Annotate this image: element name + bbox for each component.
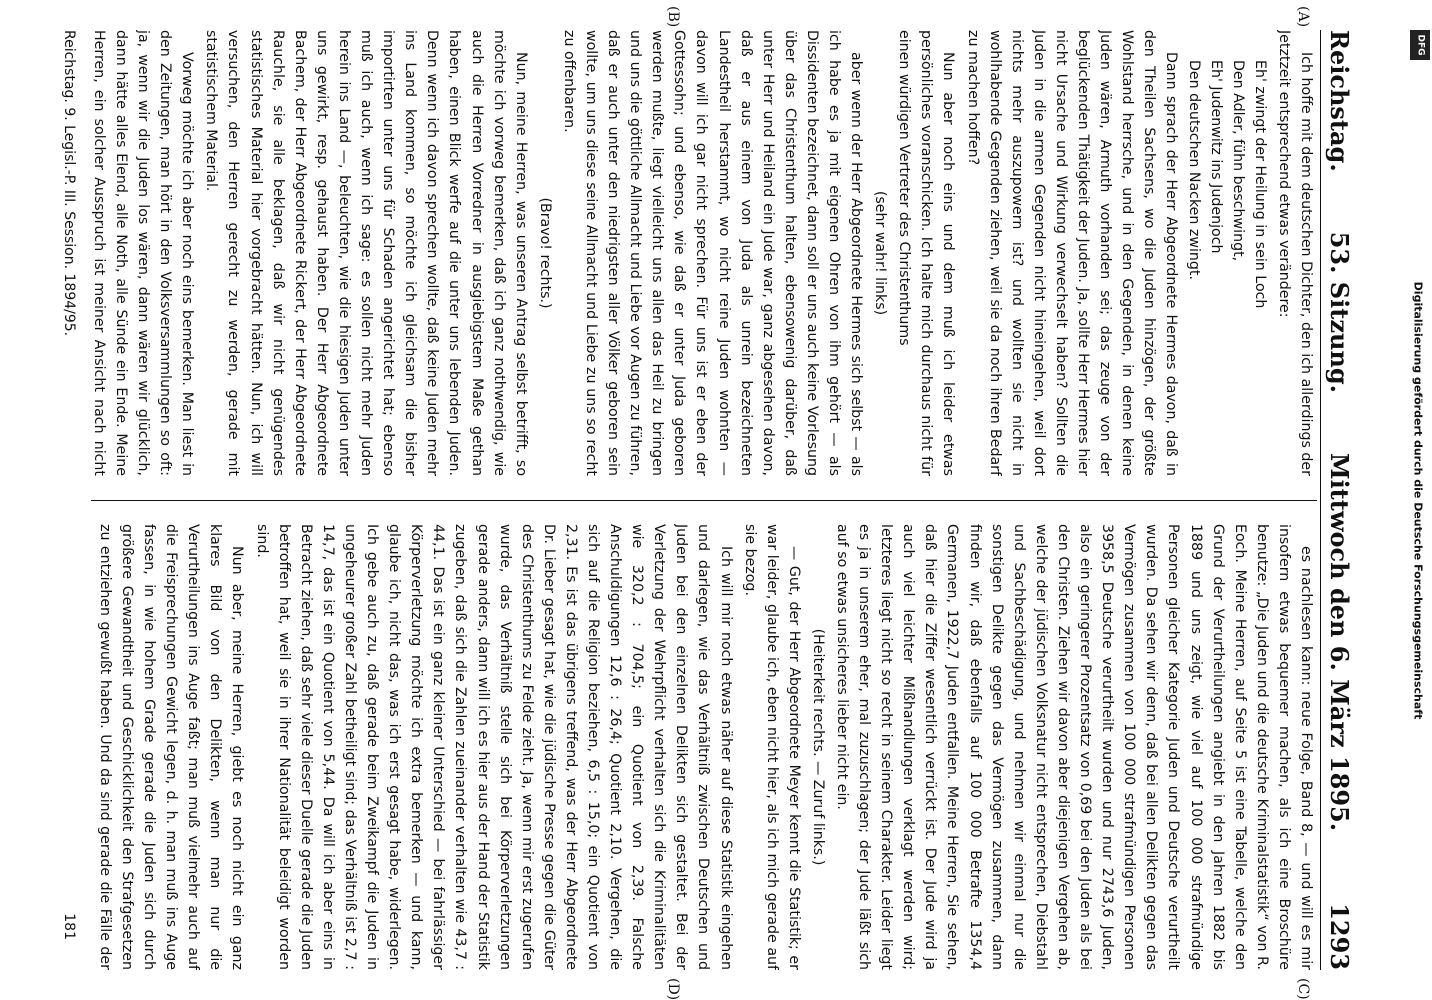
left-column [91,30,1317,476]
session-date: Mittwoch den 6. März 1895. [1325,453,1354,832]
digitization-credit [1403,0,1432,1000]
paragraph: Nun aber noch eins und dem muß ich leider etwas persönliches voranschicken. Ich halte mich durchaus nicht für einen würdigen Vertreter des Christenthums [896,30,957,476]
margin-marker-b: (B) [665,6,681,28]
paragraph: Ich hoffe mit dem deutschen Dichter, den ich allerdings der Jetztzeit entsprechend etwas verändere: [1275,30,1314,476]
digitization-credit-text: Digitalisierung gefördert durch die Deutsche Forschungsgemeinschaft [1411,281,1425,719]
margin-marker-a: (A) [1295,6,1311,28]
page-footer: Reichstag. 9. Legisl.-P. III. Session. 1894/95. [61,30,77,337]
verse-line: Den deutschen Nacken zwingt. [1185,60,1202,280]
verse-line: Eh' Judenwitz ins Judenjoch [1207,60,1224,254]
margin-marker-c: (C) [1295,978,1311,1000]
page-header [1320,30,1373,970]
footer-page-number: 181 [61,913,77,940]
paragraph: Dann sprach der Herr Abgeordnete Hermes davon, daß in den Theilen Sachsens, wo die Juden hinzögen, der größte Wohlstand herrsche, und in den Gegenden, in denen keine Juden wären, Armuth vorhanden sei; das zeuge von der beglückenden Thätigkeit der Juden. Ja, sollte Herr Hermes hier nicht Ursache und Wirkung verwechselt haben? Sollten die Juden in die armen Gegenden nicht hineingehen, weil dort nichts mehr auszupowern ist? und wollten sie nicht in wohlhabende Gegenden ziehen, weil sie da noch ihren Bedarf zu machen hoffen? [964,30,1180,476]
publication-title: Reichstag. [1325,30,1354,172]
column-divider [91,500,1317,501]
paragraph: es nachlesen kann: neue Folge, Band 8, — und will es mir insofern etwas bequemer machen, als ich eine Broschüre benutze: „Die Juden und die deutsche Kriminalstatistik“ von R. Eoch. Meine Herren, auf Seite 5 ist eine Tabelle, welche den Grund der Verurtheilungen angiebt in den Jahren 1882 bis 1889 und uns zeigt, wie viel auf 100 000 strafmündige Personen gleicher Kategorie Juden und Deutsche verurtheilt wurden. Da sehen wir denn, daß bei allen Delikten gegen das Vermögen zusammen von 100 000 strafmündigen Personen 3958,5 Deutsche verurtheilt wurden und nur 2743,6 Juden, also ein geringerer Prozentsatz von 0,69 bei den Juden als bei den Christen. Ziehen wir davon aber diejenigen Vergehen ab, welche der jüdischen Volksnatur nicht entsprechen, Diebstahl und Sachbeschädigung, und nehmen wir einmal nur die sonstigen Delikte gegen das Vermögen zusammen, dann finden wir, daß ebenfalls auf 100 000 Betrafte 1354,4 Germanen, 1922,7 Juden entfallen. Meine Herren, Sie sehen, daß hier die Ziffer wesentlich verrückt ist. Der Jude wird ja auch viel leichter Mißhandlungen verklagt werden wird; letzteres liegt nicht so recht in seinem Charakter. Leider liegt es ja in unserem eher, mal zuzuschlagen; der Jude läßt sich auf so etwas unsicheres lieber nicht ein. [834,524,1314,970]
margin-marker-d: (D) [665,978,681,1000]
rotated-newspaper-page [51,0,1381,1000]
interjection: (sehr wahr! links) [872,190,889,316]
dfg-logo: DFG [1410,30,1430,60]
paragraph: Ich will mir noch etwas näher auf diese Statistik eingehen und darlegen, wie das Verhältniß zwischen Deutschen und Juden bei den einzelnen Delikten sich gestaltet. Bei der Verletzung der Wehrpflicht verhalten sich die Kriminalitäten wie 320,2 : 704,5; ein Quotient von 2,39. Falsche Anschuldigungen 12,6 : 26,4; Quotient 2,10. Vergehen, die sich auf die Religion beziehen, 6,5 : 15,0; ein Quotient von 2,31. Es ist das übrigens treffend, was der Herr Abgeordnete Dr. Lieber gesagt hat, wie die jüdische Presse gegen die Güter des Christenthums zu Felde zieht. Ja, wenn mir erst zugerufen wurde, das Verhältniß stelle sich bei Körperverletzungen gerade anders, dann will ich es hier aus der Hand der Statistik zugeben, daß sich die Zahlen zueinander verhalten wie 43,7 : 44,1. Das ist ein ganz kleiner Unterschied — bei fahrlässiger Körperverletzung möchte ich extra bemerken — und kann, glaube ich, nicht das, was ich erst gesagt habe, widerlegen. Ich gebe auch zu, daß gerade beim Zweikampf die Juden in ungeheurer großer Zahl betheiligt sind; das Verhältniß ist 2,7 : 14,7, das ist ein Quotient von 5,44. Da will ich aber eins in Betracht ziehen, daß sehr viele dieser Duelle gerade die Juden betroffen hat, weil sie in ihrer Nationalität beleidigt worden sind. [253,524,734,970]
paragraph: Vorweg möchte ich aber noch eins bemerken. Man liest in den Zeitungen, man hört in den Volksversammlungen so oft: ja, wenn wir die Juden los wären, dann wären wir glücklich, dann hätte alles Elend, alle Noth, alle Sünde ein Ende. Meine Herren, ein solcher Ausspruch ist meiner Ansicht nach nicht [91,30,196,476]
right-column [91,524,1317,970]
paragraph: — Gut, der Herr Abgeordnete Meyer kennt die Statistik; er war leider, glaube ich, eben nicht hier, als ich mich gerade auf sie bezog. [741,524,802,970]
session-title: 53. Sitzung. [1325,231,1354,393]
paragraph: Nun aber, meine Herren, giebt es noch nicht ein ganz klares Bild von den Delikten, wenn man nur die Verurtheilungen ins Auge faßt; man muß vielmehr auch auf die Freisprechungen Gewicht legen, d. h. man muß ins Auge fassen, in wie hohem Grade gerade die Juden sich durch größere Gewandtheit und Geschicklichkeit den Strafgesetzen zu entziehen gewußt haben. Und da sind gerade die Fälle der [96,524,246,970]
verse-line: Eh' zwingt der Heilung in sein Loch [1251,60,1268,309]
paragraph: Nun, meine Herren, was unseren Antrag selbst betrifft, so möchte ich vorweg bemerken, daß ich ganz nothwendig, wie auch die Herren Vorredner in ausgiebigstem Maße gethan haben, einen Blick werfe auf die unter uns lebenden Juden. Denn wenn ich davon sprechen wollte, daß keine Juden mehr ins Land kommen, so möchte ich gleichsam die bisher importirten unter uns für Schaden angerichtet hat; ebenso muß ich auch, wenn ich sage: es sollen nicht mehr Juden herein ins Land —, beleuchten, wie die hiesigen Juden unter uns gewirkt, resp. gehaust haben. Der Herr Abgeordnete Bachem, der Herr Abgeordnete Rickert, der Herr Abgeordnete Rauchle, sie alle beklagen, daß wir nicht genügendes statistisches Material hier vorgebracht hätten. Nun, ich will versuchen, den Herren gerecht zu werden, gerade mit statistischem Material. [203,30,529,476]
paragraph: aber wenn der Herr Abgeordnete Hermes sich selbst — als ich habe es ja mit eigenen Ohren von ihm gehört — als Dissidenten bezeichnet, dann soll er uns auch keine Vorlesung über das Christenthum halten, ebensowenig darüber, daß unter Herr und Heiland ein Jude war, ganz abgesehen davon, daß er aus einem von Juda als unrein bezeichneten Landestheil herstammt, wo nicht reine Juden wohnten — davon will ich gar nicht sprechen. Für uns ist er eben der Gottessohn; und ebenso, wie daß er unter Juda geboren werden mußte, liegt vielleicht uns allen das Heil zu bringen und uns die göttliche Allmacht und Liebe vor Augen zu führen, daß er auch unter den niedrigsten aller Völker geboren sein wollte, um uns diese seine Allmacht und Liebe zu uns so recht zu offenbaren. [560,30,865,476]
interjection: (Bravo! rechts.) [536,197,553,309]
verse-line: Den Adler, fühn beschwingt, [1229,60,1246,262]
interjection: (Heiterkeit rechts. — Zuruf links.) [809,628,826,866]
page-number: 1293 [1325,903,1354,970]
